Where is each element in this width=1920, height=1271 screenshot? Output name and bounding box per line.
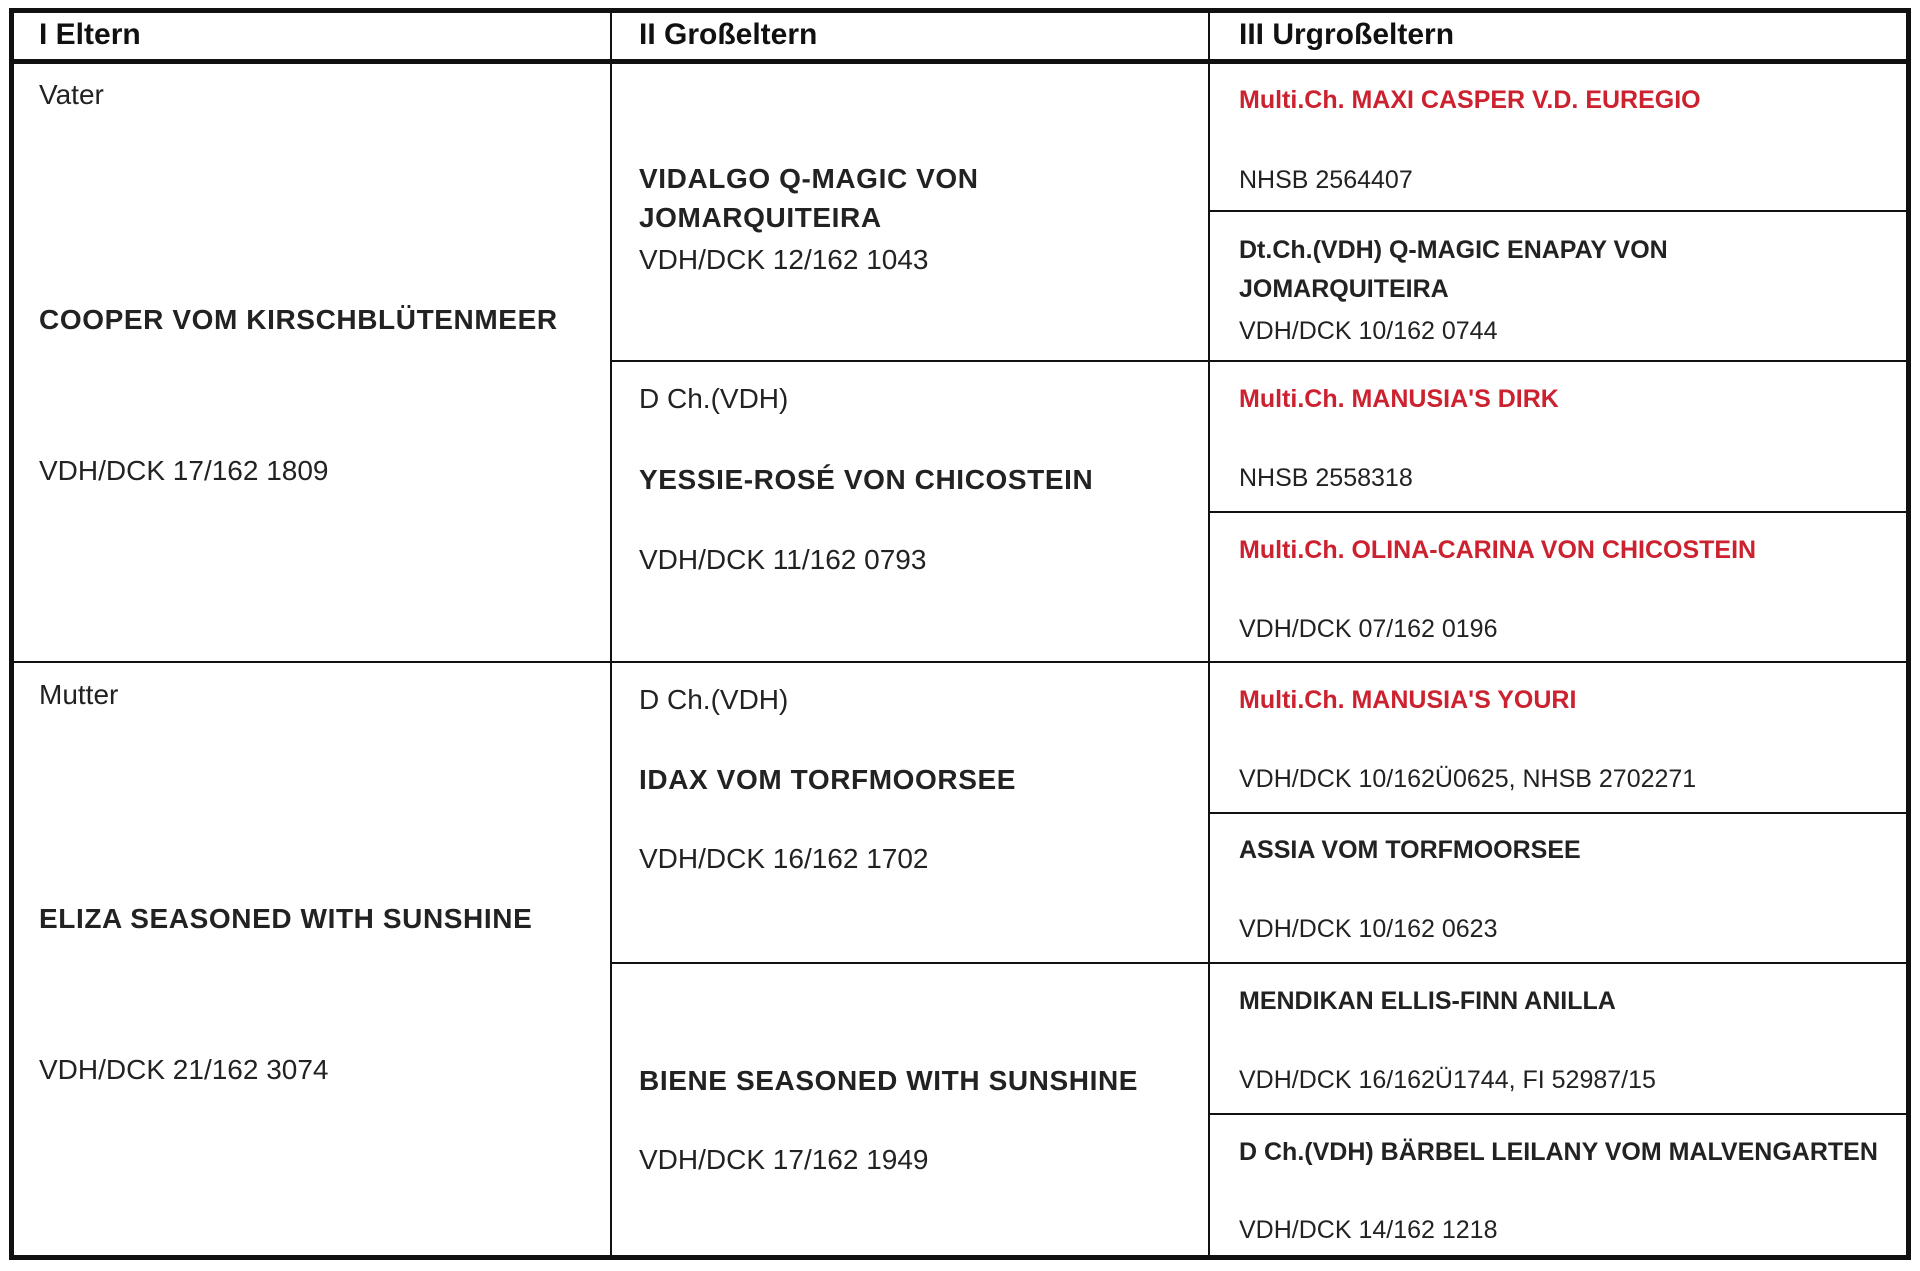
great-grandparent-6-reg: VDH/DCK 10/162 0623 (1239, 915, 1498, 943)
grandparent-4-reg: VDH/DCK 17/162 1949 (639, 1144, 929, 1175)
grandparent-3-title: D Ch.(VDH) (639, 684, 789, 715)
row-divider (1208, 812, 1906, 814)
great-grandparent-6-name: ASSIA VOM TORFMOORSEE (1239, 836, 1581, 864)
father-reg: VDH/DCK 17/162 1809 (39, 455, 329, 486)
grandparent-2-name: YESSIE-ROSÉ VON CHICOSTEIN (639, 464, 1094, 495)
great-grandparent-4-name: Multi.Ch. OLINA-CARINA VON CHICOSTEIN (1239, 536, 1757, 564)
father-name: COOPER VOM KIRSCHBLÜTENMEER (39, 304, 558, 335)
great-grandparent-1-name: Multi.Ch. MAXI CASPER V.D. EUREGIO (1239, 86, 1701, 114)
great-grandparent-8-name: D Ch.(VDH) BÄRBEL LEILANY VOM MALVENGARTEN (1239, 1138, 1878, 1166)
grandparent-3-reg: VDH/DCK 16/162 1702 (639, 843, 929, 874)
great-grandparent-2-name-line2: JOMARQUITEIRA (1239, 275, 1449, 303)
great-grandparent-7-name: MENDIKAN ELLIS-FINN ANILLA (1239, 987, 1616, 1015)
grandparent-1-name-line2: JOMARQUITEIRA (639, 202, 882, 233)
great-grandparent-7-reg: VDH/DCK 16/162Ü1744, FI 52987/15 (1239, 1066, 1656, 1094)
great-grandparent-1-reg: NHSB 2564407 (1239, 166, 1413, 194)
mother-reg: VDH/DCK 21/162 3074 (39, 1054, 329, 1085)
grandparent-3-name: IDAX VOM TORFMOORSEE (639, 764, 1017, 795)
column-divider (610, 13, 612, 1255)
grandparent-2-title: D Ch.(VDH) (639, 383, 789, 414)
great-grandparent-2-reg: VDH/DCK 10/162 0744 (1239, 317, 1498, 345)
great-grandparent-3-name: Multi.Ch. MANUSIA'S DIRK (1239, 385, 1559, 413)
great-grandparent-5-reg: VDH/DCK 10/162Ü0625, NHSB 2702271 (1239, 765, 1697, 793)
great-grandparent-2-name-line1: Dt.Ch.(VDH) Q-MAGIC ENAPAY VON (1239, 236, 1668, 264)
row-divider (1208, 511, 1906, 513)
father-role: Vater (39, 79, 104, 110)
grandparent-1-name-line1: VIDALGO Q-MAGIC VON (639, 163, 979, 194)
grandparent-2-reg: VDH/DCK 11/162 0793 (639, 544, 927, 575)
header-great-grandparents: III Urgroßeltern (1239, 18, 1455, 51)
mother-name: ELIZA SEASONED WITH SUNSHINE (39, 903, 533, 934)
mother-role: Mutter (39, 679, 119, 710)
row-divider (14, 661, 1906, 663)
header-parents: I Eltern (39, 18, 141, 51)
grandparent-1-reg: VDH/DCK 12/162 1043 (639, 244, 929, 275)
row-divider (610, 360, 1906, 362)
row-divider (610, 962, 1906, 964)
header-divider (14, 59, 1906, 64)
great-grandparent-3-reg: NHSB 2558318 (1239, 464, 1413, 492)
great-grandparent-5-name: Multi.Ch. MANUSIA'S YOURI (1239, 686, 1577, 714)
row-divider (1208, 1113, 1906, 1115)
column-divider (1208, 13, 1210, 1255)
header-grandparents: II Großeltern (639, 18, 818, 51)
great-grandparent-8-reg: VDH/DCK 14/162 1218 (1239, 1216, 1498, 1244)
great-grandparent-4-reg: VDH/DCK 07/162 0196 (1239, 615, 1498, 643)
bottom-margin (9, 1260, 1911, 1271)
grandparent-4-name: BIENE SEASONED WITH SUNSHINE (639, 1065, 1139, 1096)
row-divider (1208, 210, 1906, 212)
